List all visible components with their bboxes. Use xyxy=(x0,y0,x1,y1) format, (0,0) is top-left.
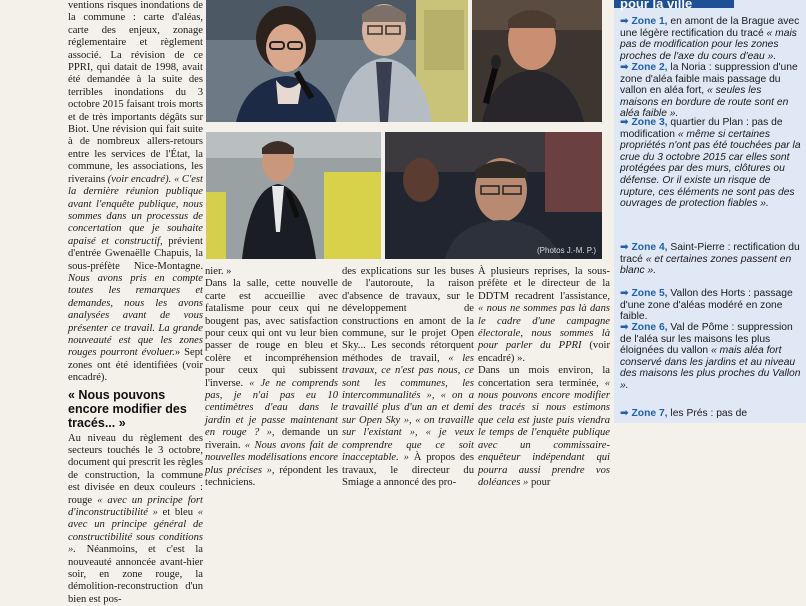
zone-item xyxy=(620,117,802,210)
sidebar-title-bar xyxy=(614,0,734,11)
zone-item xyxy=(620,242,802,277)
zone-label: ➡ Zone 4, xyxy=(620,242,668,253)
photo-official-speaking xyxy=(206,132,381,259)
article-paragraph: des explications sur les buses de l'autoroute, la raison d'absence de travaux, sur le développement de constructions en amont de la commune, sur le projet Open Sky... Les seconds rétorquent méthodes de travail, « les travaux, ce n'est pas nous, ce sont les communes, les intercommunalités », « on a travaillé plus d'un an et demi sur Open Sky », « on travaille sur l'existant », « je veux comprendre que ce soit inacceptable. » À propos des travaux, le directeur du Smiage a annoncé des pro- xyxy=(342,266,475,488)
zone-text: quartier du Plan : pas de modification xyxy=(620,117,783,140)
zone-item xyxy=(620,408,802,420)
article-column-1 xyxy=(68,0,204,605)
zone-label: ➡ Zone 6, xyxy=(620,322,668,333)
zone-label: ➡ Zone 2, xyxy=(620,62,668,73)
article-paragraph: Dans un mois environ, la concertation sera terminée, « nous pouvons encore modifier des tracés si nous estimons que cela est juste puis viendra le temps de l'enquête publique avec un commissaire-enquêteur indépendant qui pourra aussi prendre vos doléances » pour xyxy=(478,365,610,488)
article-column-3 xyxy=(342,266,475,488)
photo-resident-microphone xyxy=(472,0,602,122)
zone-label: ➡ Zone 7, xyxy=(620,408,668,419)
zone-quote: « seules les maisons en bordure de route sont en aléa faible ». xyxy=(620,85,789,120)
article-column-4 xyxy=(478,266,610,488)
zone-quote: « mais aléa fort conservé dans les jardins et au niveau des maisons les plus proches du Vallon ». xyxy=(620,345,801,391)
photo-audience-man xyxy=(385,132,602,259)
article-paragraph: Dans la salle, cette nouvelle carte est accueillie avec fatalisme pour ceux qui ne bougent pas, avec satisfaction pour ceux qui ont vu leur bien passer de rouge en bleu et colère et incompréhension pour ceux qui subissent l'inverse. « Je ne comprends pas, je n'ai pas eu 10 centimètres d'eau dans le jardin et je passe maintenant en rouge ? », demande un riverain. « Nous avons fait de nouvelles modélisations encore plus précises », répondent les techniciens. xyxy=(205,278,338,488)
zone-text: Vallon des Horts : passage d'une zone d'aléas modéré en zone faible. xyxy=(620,288,793,323)
zone-item xyxy=(620,16,802,62)
zone-label: ➡ Zone 3, xyxy=(620,117,668,128)
zone-label: ➡ Zone 5, xyxy=(620,288,668,299)
zone-text: en amont de la Brague avec une légère rectification du tracé xyxy=(620,16,800,39)
zone-quote: « même si certaines propriétés n'ont pas été touchées par la crue du 3 octobre 2015 car elles sont protégées par des murs, clôtures ou défense. Or il existe un risque de rupture, ces éléments ne sont pas des ouvrages de protection fiables ». xyxy=(620,128,801,210)
sidebar-title: pour la ville xyxy=(620,0,693,11)
zone-item xyxy=(620,62,802,120)
zone-text: la Noria : suppression d'une zone d'aléa faible mais passage du vallon en aléa fort, xyxy=(620,62,798,97)
zone-text: les Prés : pas de xyxy=(670,408,748,419)
zones-sidebar xyxy=(614,0,806,423)
zone-item xyxy=(620,322,802,392)
photo-sub-prefect-speaking xyxy=(206,0,468,122)
article-column-2 xyxy=(205,266,338,488)
zone-label: ➡ Zone 1, xyxy=(620,16,668,27)
section-heading: « Nous pouvons encore modifier des tracés... » xyxy=(68,387,187,430)
zone-text: Val de Pôme : suppression de l'aléa sur les maisons les plus éloignées du vallon xyxy=(620,322,793,357)
photo-credit: (Photos J.-M. P.) xyxy=(537,246,596,255)
article-paragraph: À plusieurs reprises, la sous-préfète et le directeur de la DDTM recadrent l'assistance, « nous ne sommes pas là dans le cadre d'une campagne électorale, nous sommes là pour parler du PPRI (voir encadré) ». xyxy=(478,266,610,364)
zone-quote: « et certaines zones passent en blanc ». xyxy=(620,253,792,277)
article-paragraph: Au niveau du règlement des secteurs touchés le 3 octobre, document qui prescrit les règles de construction, la commune est divisée en deux couleurs : rouge « avec un principe fort d'inconstructibilité » et bleu « avec un principe général de constructibilité sous conditions ». Néanmoins, et c'est la nouveauté annoncée avant-hier soir, en zone rouge, la démolition-reconstruction d'un bien est pos- xyxy=(68,432,203,605)
zone-text: Saint-Pierre : rectification du tracé xyxy=(620,242,800,265)
zone-quote: « mais pas de modification pour les zones proches de l'axe du cours d'eau ». xyxy=(620,27,797,62)
article-paragraph: nier. » xyxy=(205,266,232,277)
article-paragraph: ventions risques inondations de la commune : carte d'aléas, carte des enjeux, zonage réglementaire et règlement associé. La révision de ce PPRI, qui datait de 1998, avait été demandée à la suite des terribles inondations du 3 octobre 2015 faisant trois morts et de très importants dégâts sur Biot. Une révision qui fait suite à de nombreux allers-retours entre les services de l'État, la commune, les associations, les riverains (voir encadré). « C'est la dernière réunion publique avant l'enquête publique, nous sommes dans un processus de concertation que je souhaite apaisé et constructif, prévient d'entrée Gwenaëlle Chapuis, la sous-préfète Nice-Montagne. Nous avons pris en compte toutes les remarques et demandes, nous les avons analysées avant de vous présenter ce travail. La grande nouveauté est que les zones rouges pourront évoluer.» Sept zones ont été identifiées (voir encadré). xyxy=(68,0,204,384)
zone-item xyxy=(620,288,802,323)
